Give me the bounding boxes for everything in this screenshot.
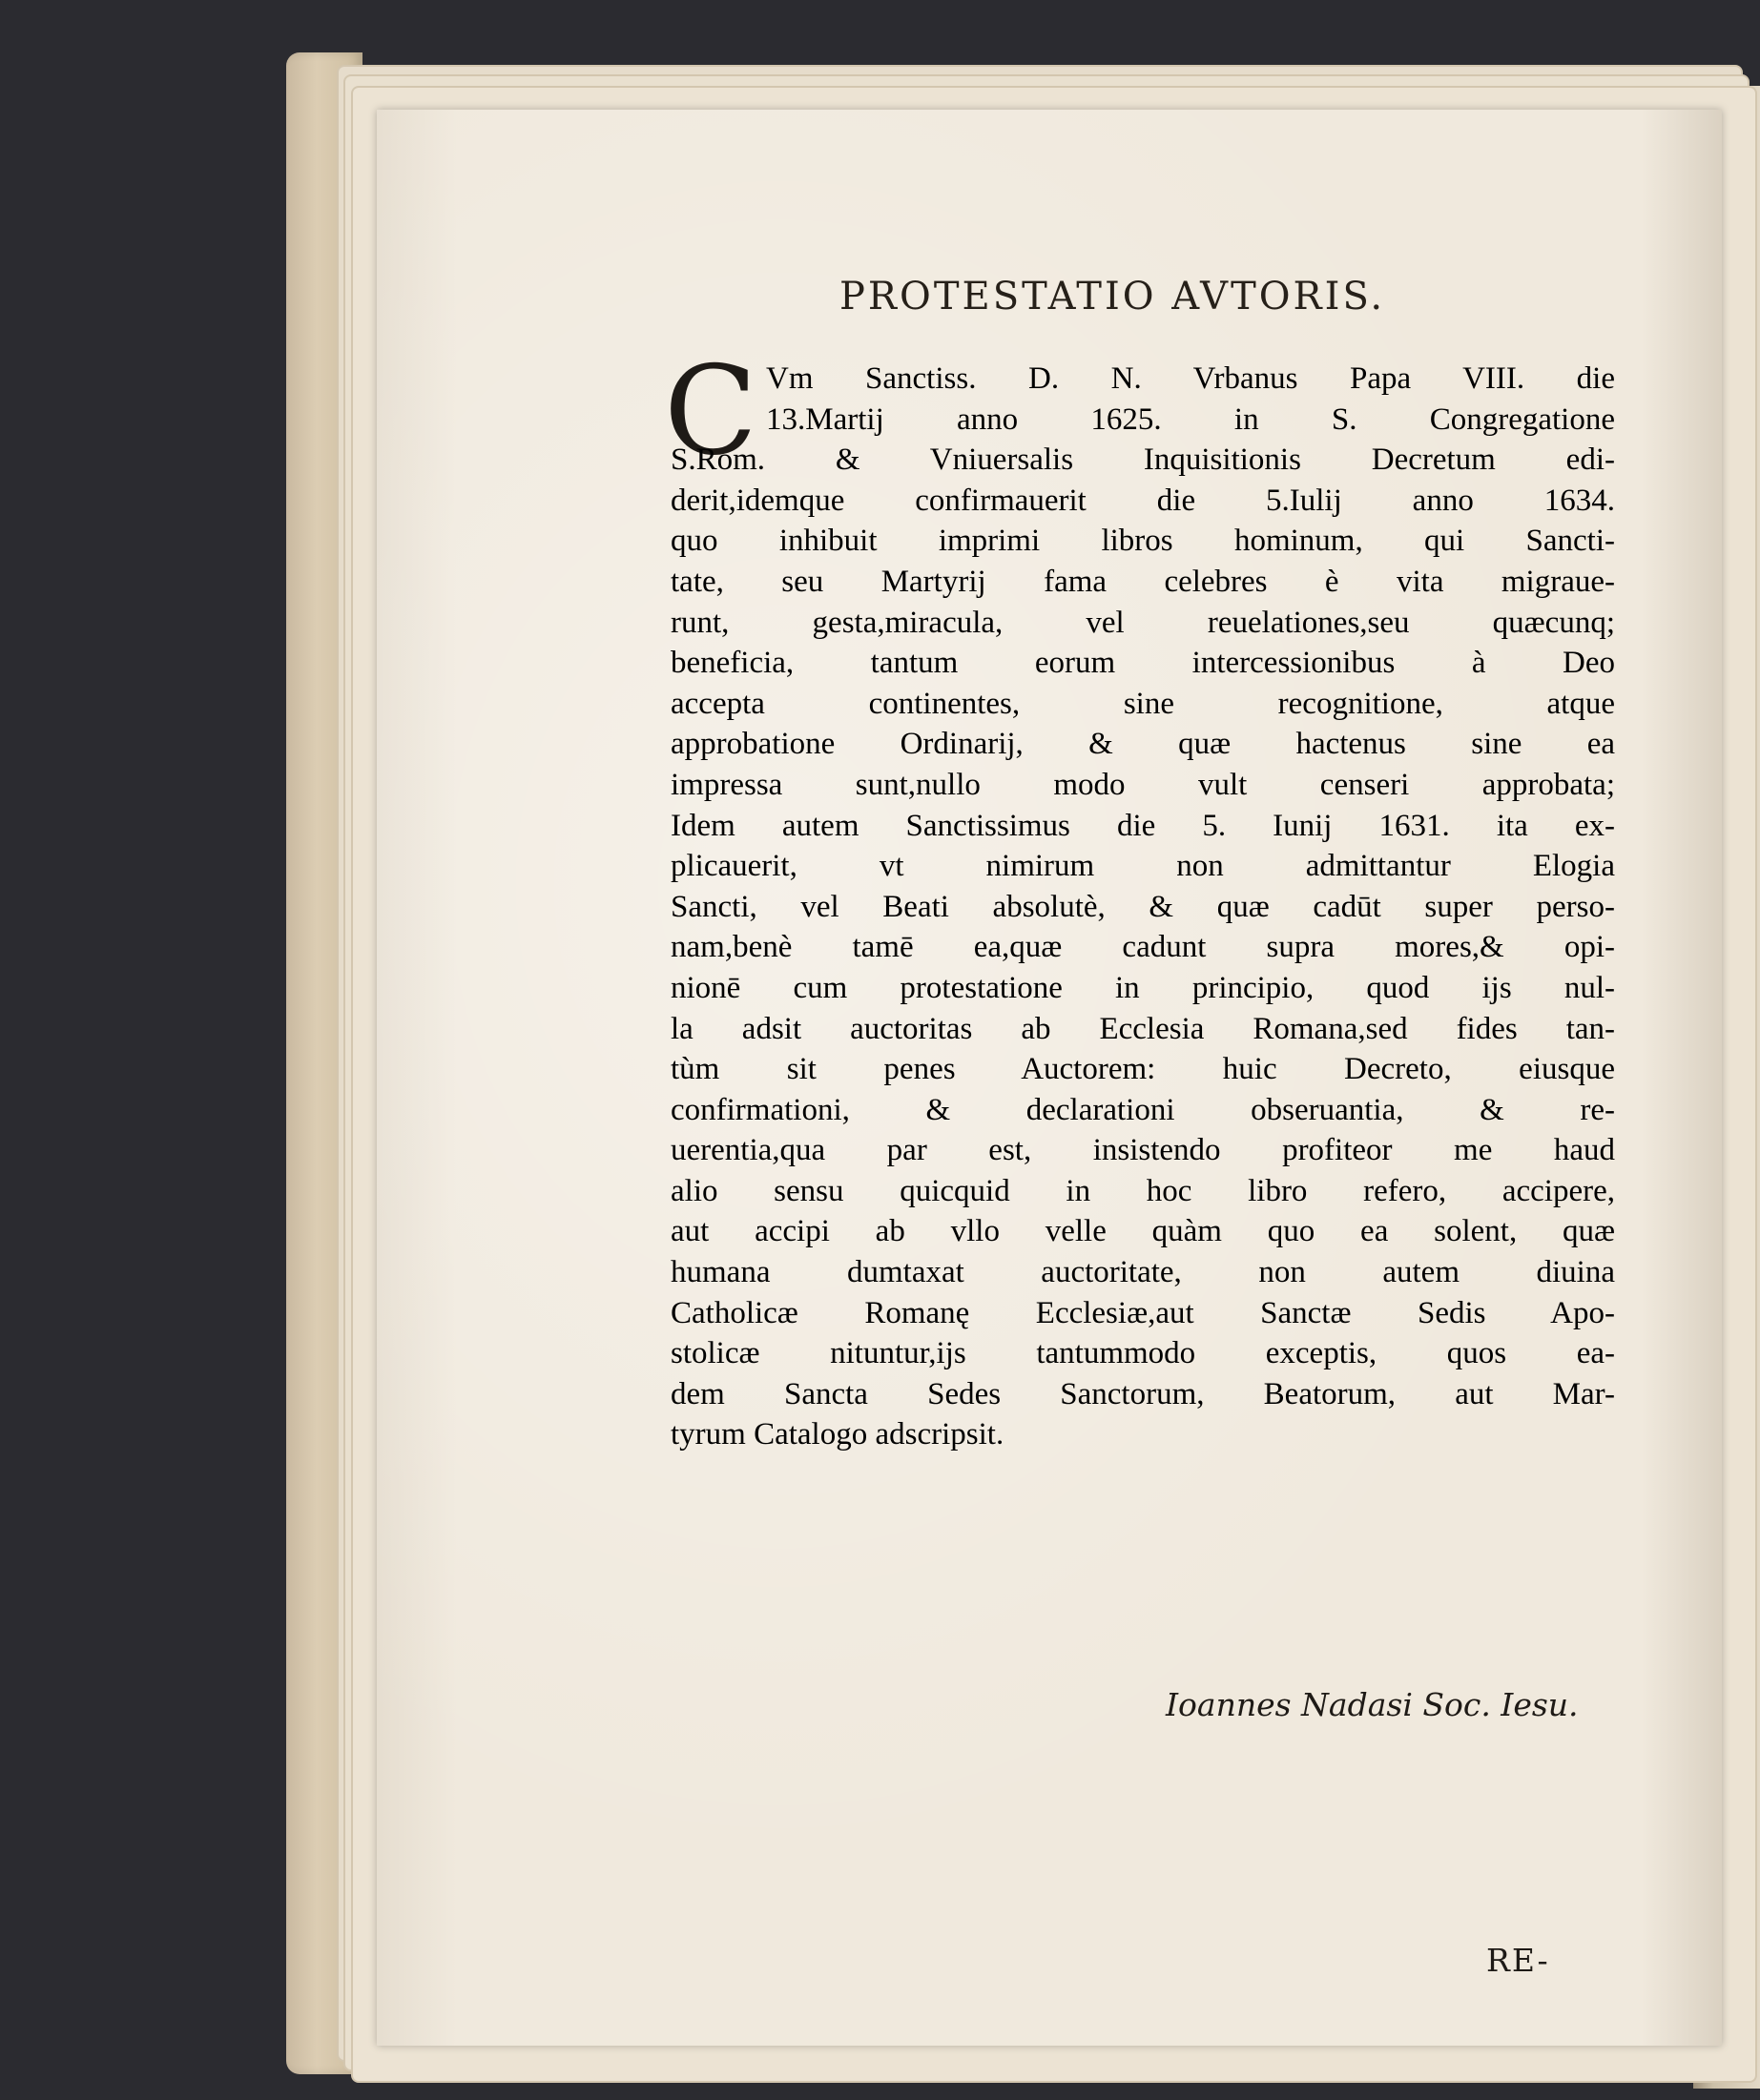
text-line: beneficia, tantum eorum intercessionibus à Deo: [671, 646, 1615, 681]
body-text: [671, 359, 1615, 1455]
text-line: tyrum Catalogo adscripsit.: [671, 1417, 1004, 1452]
author-signature: Ioannes Nadasi Soc. Iesu.: [1166, 1686, 1579, 1723]
text-line: nam,benè tamē ea,quæ cadunt supra mores,& opi-: [671, 930, 1615, 965]
text-line: tùm sit penes Auctorem: huic Decreto, eiusque: [671, 1052, 1615, 1087]
text-line: confirmationi, & declarationi obseruantia, & re-: [671, 1092, 1615, 1127]
page-heading: PROTESTATIO AVTORIS.: [839, 275, 1386, 319]
text-line: Sancti, vel Beati absolutè, & quæ cadūt super perso-: [671, 889, 1615, 924]
text-line: quo inhibuit imprimi libros hominum, qui Sancti-: [671, 524, 1615, 559]
text-line: runt, gesta,miracula, vel reuelationes,seu quæcunq;: [671, 605, 1615, 640]
text-line: approbatione Ordinarij, & quæ hactenus sine ea: [671, 727, 1615, 762]
text-line: Catholicæ Romanę Ecclesiæ,aut Sanctæ Sedis Apo-: [671, 1295, 1615, 1330]
text-line: la adsit auctoritas ab Ecclesia Romana,sed fides tan-: [671, 1011, 1615, 1046]
text-line: impressa sunt,nullo modo vult censeri approbata;: [671, 767, 1615, 802]
text-line: derit,idemque confirmauerit die 5.Iulij anno 1634.: [671, 483, 1615, 518]
text-line: stolicæ nituntur,ijs tantummodo exceptis, quos ea-: [671, 1336, 1615, 1371]
text-line: Idem autem Sanctissimus die 5. Iunij 1631. ita ex-: [671, 808, 1615, 843]
text-line: humana dumtaxat auctoritate, non autem diuina: [671, 1255, 1615, 1290]
text-line: alio sensu quicquid in hoc libro refero, accipere,: [671, 1173, 1615, 1208]
catchword: RE-: [1486, 1942, 1550, 1979]
text-line: nionē cum protestatione in principio, quod ijs nul-: [671, 970, 1615, 1005]
text-line: dem Sancta Sedes Sanctorum, Beatorum, aut Mar-: [671, 1376, 1615, 1411]
text-line: tate, seu Martyrij fama celebres è vita migraue-: [671, 564, 1615, 599]
text-line: 13.Martij anno 1625. in S. Congregatione: [766, 401, 1615, 437]
text-line: plicauerit, vt nimirum non admittantur Elogia: [671, 849, 1615, 884]
drop-capital: C: [664, 340, 757, 483]
text-line: uerentia,qua par est, insistendo profiteor me haud: [671, 1133, 1615, 1168]
text-line: accepta continentes, sine recognitione, atque: [671, 686, 1615, 721]
text-line: S.Rom. & Vniuersalis Inquisitionis Decretum edi-: [671, 443, 1615, 478]
text-line: Vm Sanctiss. D. N. Vrbanus Papa VIII. die: [766, 361, 1615, 396]
text-line: aut accipi ab vllo velle quàm quo ea solent, quæ: [671, 1214, 1615, 1249]
